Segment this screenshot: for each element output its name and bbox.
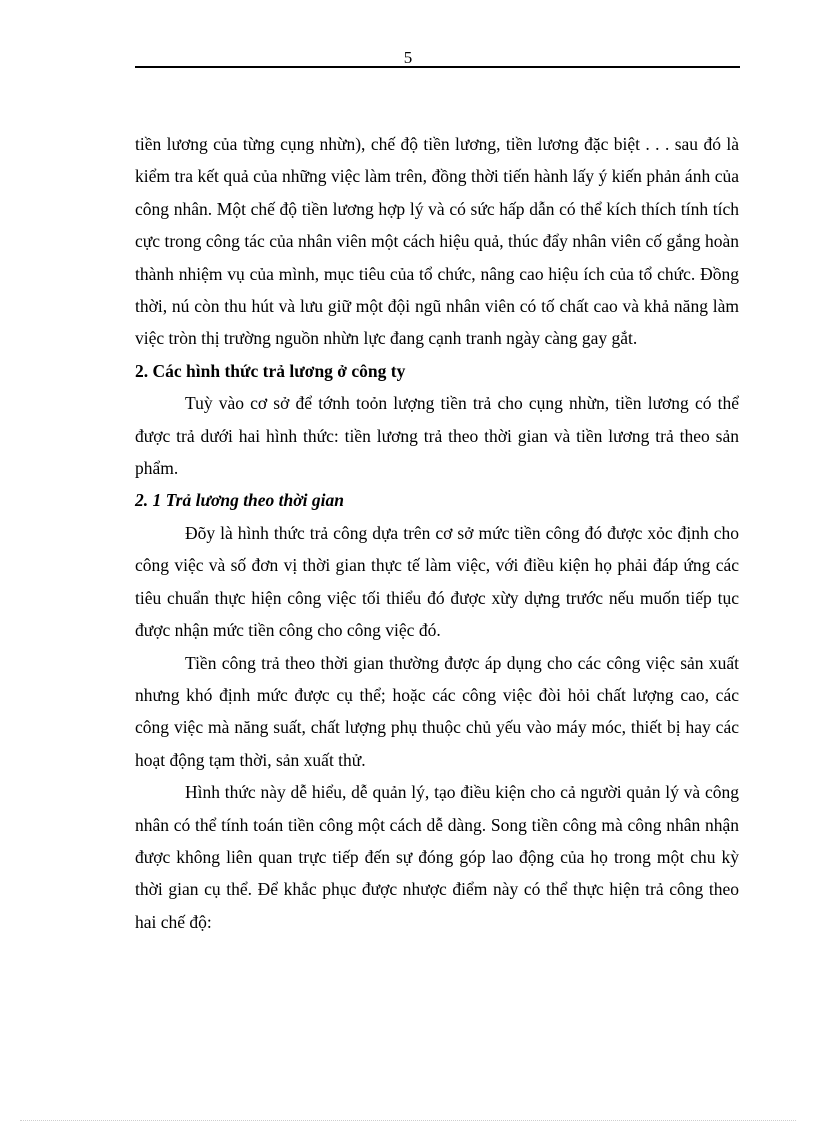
document-body bbox=[135, 128, 739, 938]
header-rule bbox=[135, 66, 740, 68]
page-bottom-divider bbox=[20, 1120, 796, 1121]
page-number: 5 bbox=[403, 48, 413, 67]
paragraph-4: Tiền công trả theo thời gian thường được áp dụng cho các công việc sản xuất nhưng khó định mức được cụ thể; hoặc các công việc đòi hỏi chất lượng cao, các công việc mà năng suất, chất lượng phụ thuộc chủ yếu vào máy móc, thiết bị hay các hoạt động tạm thời, sản xuất thử. bbox=[135, 652, 739, 770]
paragraph-2: Tuỳ vào cơ sở để tớnh toỏn lượng tiền trả cho cụng nhừn, tiền lương có thể được trả dưới hai hình thức: tiền lương trả theo thời gian và tiền lương trả theo sản phẩm. bbox=[135, 393, 739, 479]
paragraph-1: tiền lương của từng cụng nhừn), chế độ tiền lương, tiền lương đặc biệt . . . sau đó là kiểm tra kết quả của những việc làm trên, đồng thời tiến hành lấy ý kiến phản ánh của công nhân. Một chế độ tiền lương hợp lý và có sức hấp dẫn có thể kích thích tính tích cực trong công tác của nhân viên một cách hiệu quả, thúc đẩy nhân viên cố gắng hoàn thành nhiệm vụ của mình, mục tiêu của tổ chức, nâng cao hiệu ích của tổ chức. Đồng thời, nú còn thu hút và lưu giữ một đội ngũ nhân viên có tố chất cao và khả năng làm việc tròn thị trường nguồn nhừn lực đang cạnh tranh ngày càng gay gắt. bbox=[135, 134, 739, 349]
section-heading-2: 2. Các hình thức trả lương ở công ty bbox=[135, 360, 406, 381]
paragraph-3: Đõy là hình thức trả công dựa trên cơ sở mức tiền công đó được xỏc định cho công việc và số đơn vị thời gian thực tế làm việc, với điều kiện họ phải đáp ứng các tiêu chuẩn thực hiện công việc tối thiểu đó được xừy dựng trước nếu muốn tiếp tục được nhận mức tiền công cho công việc đó. bbox=[135, 522, 739, 641]
subsection-heading-2-1: 2. 1 Trả lương theo thời gian bbox=[135, 490, 345, 511]
paragraph-5: Hình thức này dễ hiểu, dễ quản lý, tạo điều kiện cho cả người quản lý và công nhân có thể tính toán tiền công một cách dễ dàng. Song tiền công mà công nhân nhận được không liên quan trực tiếp đến sự đóng góp lao động của họ trong một chu kỳ thời gian cụ thể. Để khắc phục được nhược điểm này có thể thực hiện trả công theo hai chế độ: bbox=[135, 782, 739, 932]
